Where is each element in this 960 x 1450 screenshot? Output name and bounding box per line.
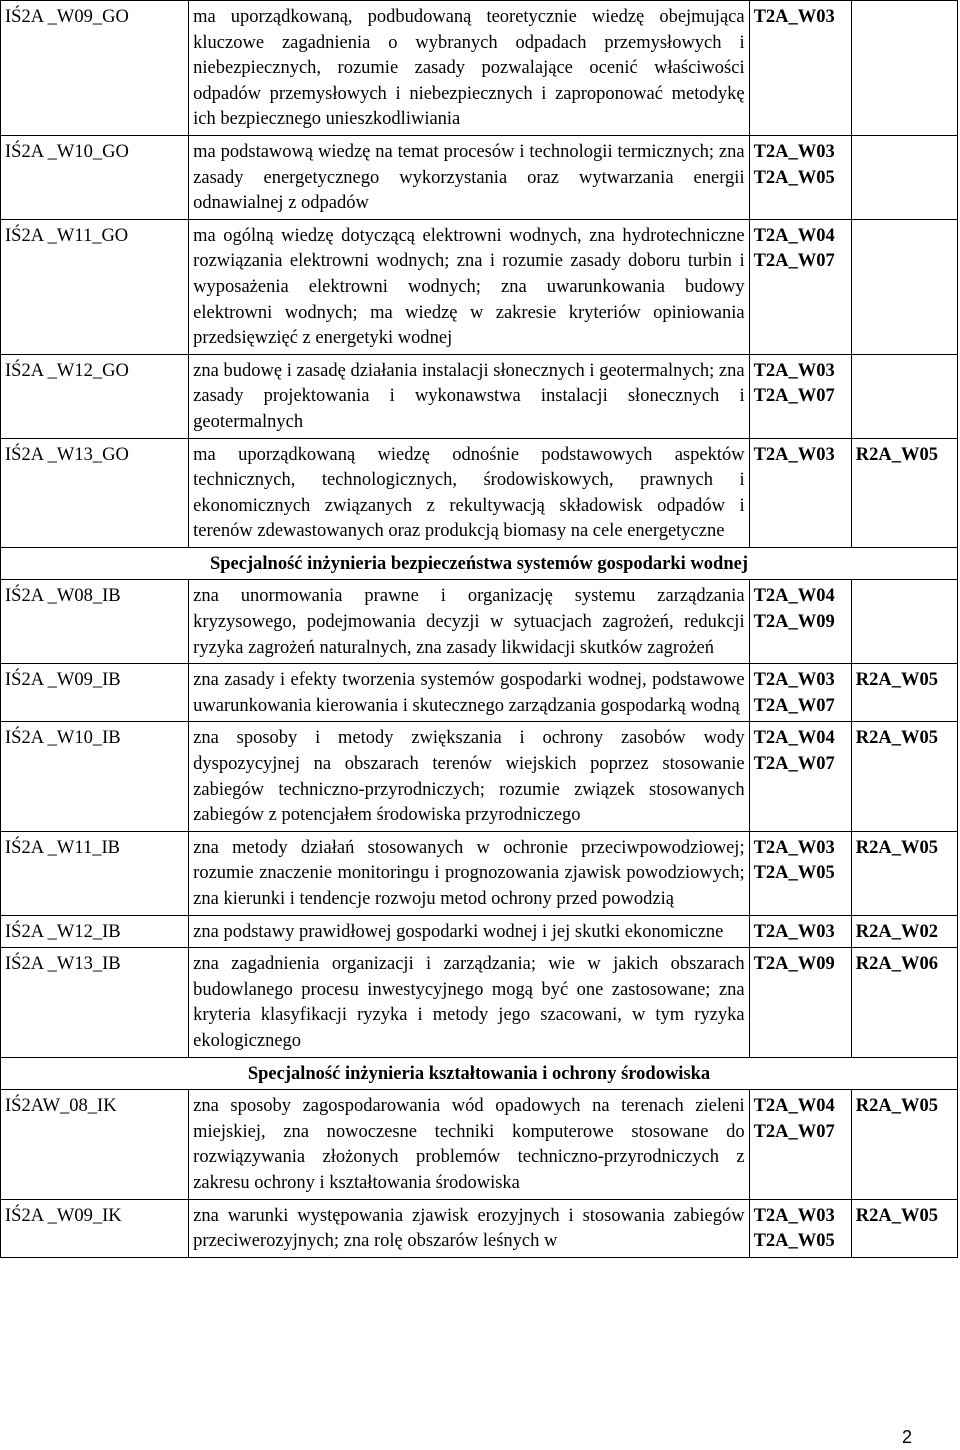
t2a-reference: T2A_W04 (753, 586, 835, 607)
r2a-reference-cell (851, 1199, 957, 1257)
t2a-reference: T2A_W03 (753, 837, 835, 858)
t2a-reference: T2A_W03 (753, 7, 835, 27)
r2a-reference-cell (851, 948, 957, 1057)
outcome-code: IŚ2A _W10_GO (1, 135, 189, 219)
t2a-reference-cell (749, 580, 851, 664)
t2a-reference: T2A_W07 (753, 754, 835, 775)
table-row (1, 915, 958, 948)
t2a-reference-cell (749, 1199, 851, 1257)
outcome-code: IŚ2AW_08_IK (1, 1090, 189, 1199)
t2a-reference: T2A_W09 (753, 954, 835, 975)
table-row (1, 1090, 958, 1199)
page-number: 2 (902, 1427, 913, 1447)
r2a-reference-cell (851, 354, 957, 438)
t2a-reference: T2A_W04 (753, 225, 835, 246)
outcome-description: zna budowę i zasadę działania instalacji słonecznych i geotermalnych; zna zasady projektowania i wykonawstwa instalacji słonecznych i geotermalnych (189, 354, 749, 438)
outcome-description: ma podstawową wiedzę na temat procesów i technologii termicznych; zna zasady energetycznego wykorzystania oraz wytwarzania energii odnawialnej z odpadów (189, 135, 749, 219)
outcome-code: IŚ2A _W13_GO (1, 438, 189, 547)
outcome-description: zna unormowania prawne i organizację systemu zarządzania kryzysowego, podejmowania decyzji w sytuacjach zagrożeń, redukcji ryzyka zagrożeń naturalnych, zna zasady likwidacji skutków zagrożeń (189, 580, 749, 664)
t2a-reference: T2A_W03 (753, 141, 835, 162)
t2a-reference-cell (749, 664, 851, 722)
t2a-reference-cell (749, 948, 851, 1057)
outcome-description: ma uporządkowaną, podbudowaną teoretycznie wiedzę obejmująca kluczowe zagadnienia o wybranych odpadach przemysłowych i niebezpiecznych, rozumie zasady pozwalające ocenić właściwości odpadów przemysłowych i niebezpiecznych i zaproponować metodykę ich bezpiecznego unieszkodliwiania (189, 1, 749, 136)
table-row (1, 831, 958, 915)
outcome-code: IŚ2A _W12_IB (1, 915, 189, 948)
outcome-code: IŚ2A _W09_IB (1, 664, 189, 722)
t2a-reference-cell (749, 1, 851, 136)
table-row (1, 664, 958, 722)
r2a-reference-cell (851, 722, 957, 831)
table-row (1, 722, 958, 831)
t2a-reference-cell (749, 354, 851, 438)
r2a-reference-cell (851, 1090, 957, 1199)
t2a-reference: T2A_W03 (753, 444, 835, 465)
table-row (1, 135, 958, 219)
outcome-code: IŚ2A _W10_IB (1, 722, 189, 831)
r2a-reference: R2A_W05 (855, 670, 938, 691)
t2a-reference: T2A_W05 (753, 1231, 835, 1252)
t2a-reference: T2A_W07 (753, 695, 835, 716)
r2a-reference: R2A_W05 (855, 444, 938, 465)
outcome-code: IŚ2A _W09_GO (1, 1, 189, 136)
r2a-reference: R2A_W05 (855, 1205, 938, 1226)
t2a-reference-cell (749, 722, 851, 831)
t2a-reference-cell (749, 831, 851, 915)
table-row (1, 948, 958, 1057)
specialty-header-row (1, 547, 958, 580)
outcome-description: zna podstawy prawidłowej gospodarki wodnej i jej skutki ekonomiczne (189, 915, 749, 948)
outcome-description: zna zagadnienia organizacji i zarządzania; wie w jakich obszarach budowlanego procesu inwestycyjnego mogą być one zastosowane; zna kryteria klasyfikacji ryzyka i metody jego szacowani, w tym ryzyka ekologicznego (189, 948, 749, 1057)
outcome-description: zna warunki występowania zjawisk erozyjnych i stosowania zabiegów przeciwerozyjnych; zna rolę obszarów leśnych w (189, 1199, 749, 1257)
table-row (1, 1199, 958, 1257)
t2a-reference-cell (749, 135, 851, 219)
table-row (1, 354, 958, 438)
r2a-reference: R2A_W06 (855, 954, 938, 975)
r2a-reference: R2A_W05 (855, 728, 938, 749)
t2a-reference: T2A_W05 (753, 167, 835, 188)
r2a-reference-cell (851, 135, 957, 219)
outcome-description: ma uporządkowaną wiedzę odnośnie podstawowych aspektów technicznych, technologicznych, środowiskowych, prawnych i ekonomicznych związanych z rekultywacją składowisk odpadów i terenów zdewastowanych oraz produkcją biomasy na cele energetyczne (189, 438, 749, 547)
outcome-code: IŚ2A _W11_GO (1, 219, 189, 354)
outcome-description: zna zasady i efekty tworzenia systemów gospodarki wodnej, podstawowe uwarunkowania kierowania i skutecznego zarządzania gospodarką wodną (189, 664, 749, 722)
outcome-code: IŚ2A _W13_IB (1, 948, 189, 1057)
r2a-reference-cell (851, 831, 957, 915)
outcome-description: zna sposoby i metody zwiększania i ochrony zasobów wody dyspozycyjnej na obszarach terenów wiejskich poprzez stosowanie zabiegów techniczno-przyrodniczych; rozumie związek stosowanych zabiegów z potencjałem środowiska przyrodniczego (189, 722, 749, 831)
table-row (1, 1, 958, 136)
t2a-reference: T2A_W03 (753, 1205, 835, 1226)
t2a-reference: T2A_W05 (753, 863, 835, 884)
r2a-reference-cell (851, 438, 957, 547)
outcome-description: zna metody działań stosowanych w ochronie przeciwpowodziowej; rozumie znaczenie monitoringu i prognozowania zjawisk powodziowych; zna kierunki i tendencje rozwoju metod ochrony przed powodzią (189, 831, 749, 915)
outcome-code: IŚ2A _W11_IB (1, 831, 189, 915)
table-body (1, 1, 958, 1258)
t2a-reference-cell (749, 1090, 851, 1199)
r2a-reference: R2A_W05 (855, 837, 938, 858)
outcome-code: IŚ2A _W09_IK (1, 1199, 189, 1257)
outcome-description: zna sposoby zagospodarowania wód opadowych na terenach zieleni miejskiej, zna nowoczesne techniki komputerowe stosowane do rozwiązywania złożonych problemów techniczno-przyrodniczych z zakresu ochrony i kształtowania środowiska (189, 1090, 749, 1199)
t2a-reference-cell (749, 915, 851, 948)
outcome-description: ma ogólną wiedzę dotyczącą elektrowni wodnych, zna hydrotechniczne rozwiązania elektrowni wodnych; zna i rozumie zasady doboru turbin i wyposażenia elektrowni wodnych; zna uwarunkowania budowy elektrowni wodnych; ma wiedzę w zakresie kryteriów opiniowania przedsięwzięć z energetyki wodnej (189, 219, 749, 354)
t2a-reference-cell (749, 219, 851, 354)
specialty-title: Specjalność inżynieria kształtowania i ochrony środowiska (1, 1057, 958, 1090)
r2a-reference-cell (851, 664, 957, 722)
outcome-code: IŚ2A _W12_GO (1, 354, 189, 438)
r2a-reference-cell (851, 580, 957, 664)
t2a-reference: T2A_W07 (753, 251, 835, 272)
r2a-reference: R2A_W02 (855, 921, 938, 942)
r2a-reference: R2A_W05 (855, 1096, 938, 1117)
table-row (1, 219, 958, 354)
t2a-reference: T2A_W03 (753, 360, 835, 381)
table-row (1, 580, 958, 664)
specialty-title: Specjalność inżynieria bezpieczeństwa systemów gospodarki wodnej (1, 547, 958, 580)
table-row (1, 438, 958, 547)
t2a-reference: T2A_W03 (753, 921, 835, 942)
r2a-reference-cell (851, 1, 957, 136)
t2a-reference: T2A_W07 (753, 386, 835, 407)
t2a-reference: T2A_W04 (753, 1096, 835, 1117)
t2a-reference: T2A_W04 (753, 728, 835, 749)
t2a-reference: T2A_W03 (753, 670, 835, 691)
t2a-reference: T2A_W07 (753, 1121, 835, 1142)
specialty-header-row (1, 1057, 958, 1090)
t2a-reference-cell (749, 438, 851, 547)
t2a-reference: T2A_W09 (753, 612, 835, 633)
r2a-reference-cell (851, 915, 957, 948)
r2a-reference-cell (851, 219, 957, 354)
outcome-code: IŚ2A _W08_IB (1, 580, 189, 664)
